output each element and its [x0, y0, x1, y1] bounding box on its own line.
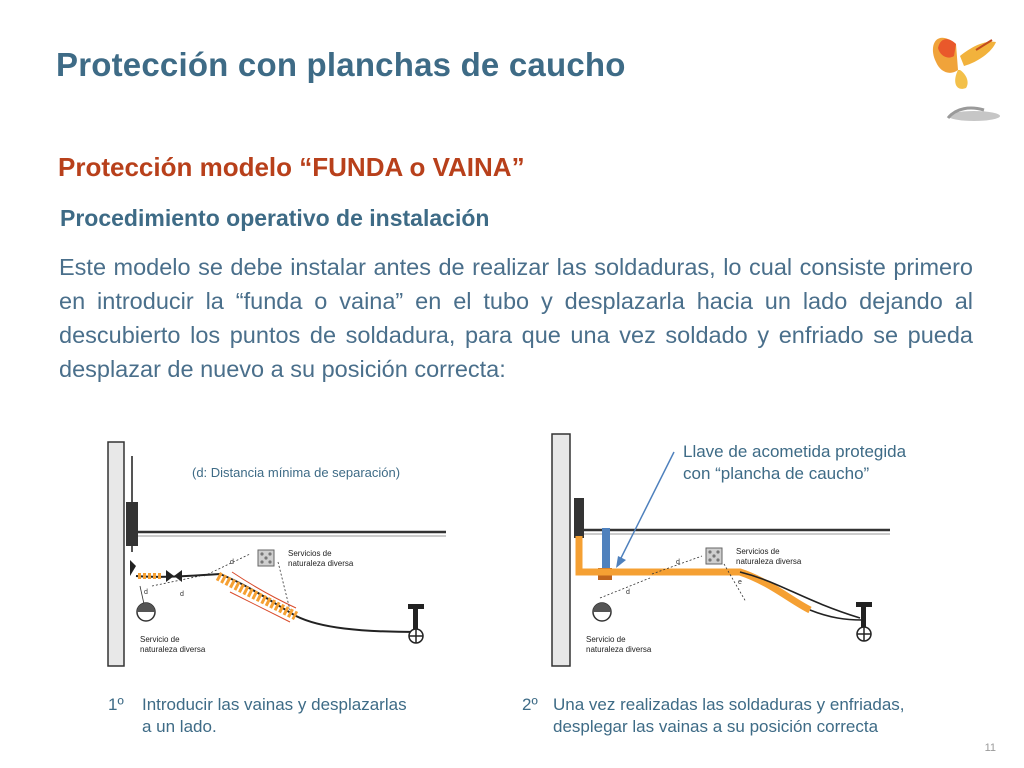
callout-arrow [620, 452, 674, 560]
service-top-label-2: naturaleza diversa [736, 557, 802, 566]
caption-step-1-line-2: a un lado. [142, 717, 217, 736]
service-bottom-label-2: naturaleza diversa [140, 645, 206, 654]
dim-label: d [180, 591, 184, 598]
service-bottom-label-1: Servicio de [140, 635, 180, 644]
service-box-icon [258, 550, 274, 566]
caption-step-2 [522, 694, 905, 738]
body-paragraph: Este modelo se debe instalar antes de realizar las soldaduras, lo cual consiste primero en introducir la “funda o vaina” en el tubo y desplazarla hacia un lado dejando al descubierto los puntos de soldadura, para que una vez soldado y enfriado se pueda desplazar de nuevo a su posición correcta: [59, 254, 973, 382]
service-top-label-2: naturaleza diversa [288, 559, 354, 568]
service-bottom-label-1: Servicio de [586, 635, 626, 644]
butterfly-logo-icon [926, 26, 1006, 130]
dim-label: d [626, 589, 630, 596]
valve-icon [856, 602, 872, 641]
callout-line-1: Llave de acometida protegida [683, 442, 907, 461]
service-box-icon [706, 548, 722, 564]
service-bottom-label-2: naturaleza diversa [586, 645, 652, 654]
wall [552, 434, 570, 666]
caption-step-1-line-1: Introducir las vainas y desplazarlas [142, 695, 407, 714]
caption-step-2-number: 2º [522, 695, 538, 714]
meter-icon [137, 603, 155, 621]
dim-label: e [738, 579, 742, 586]
callout-line-2: con “plancha de caucho” [683, 464, 870, 483]
callout-label [683, 441, 906, 485]
meter-icon [593, 603, 611, 621]
caption-step-2-line-1: Una vez realizadas las soldaduras y enfriadas, [553, 695, 905, 714]
protected-valve-pipe [602, 528, 610, 568]
service-top-label-1: Servicios de [288, 549, 332, 558]
dim-label: d [144, 589, 148, 596]
caption-step-1-number: 1º [108, 695, 124, 714]
page-number: 11 [984, 742, 996, 754]
wall [108, 442, 124, 666]
dim-label: d [230, 559, 234, 566]
diagram-left [100, 436, 450, 668]
valve-icon [408, 604, 424, 643]
section-subtitle: Protección modelo “FUNDA o VAINA” [58, 152, 525, 182]
slide-title: Protección con planchas de caucho [56, 46, 626, 83]
caption-step-1 [108, 694, 407, 738]
caption-step-2-line-2: desplegar las vainas a su posición correcta [553, 717, 879, 736]
distance-note: (d: Distancia mínima de separación) [192, 465, 401, 480]
procedure-heading: Procedimiento operativo de instalación [60, 205, 490, 231]
service-top-label-1: Servicios de [736, 547, 780, 556]
dim-label: d [676, 559, 680, 566]
pipe-connector [126, 502, 138, 546]
